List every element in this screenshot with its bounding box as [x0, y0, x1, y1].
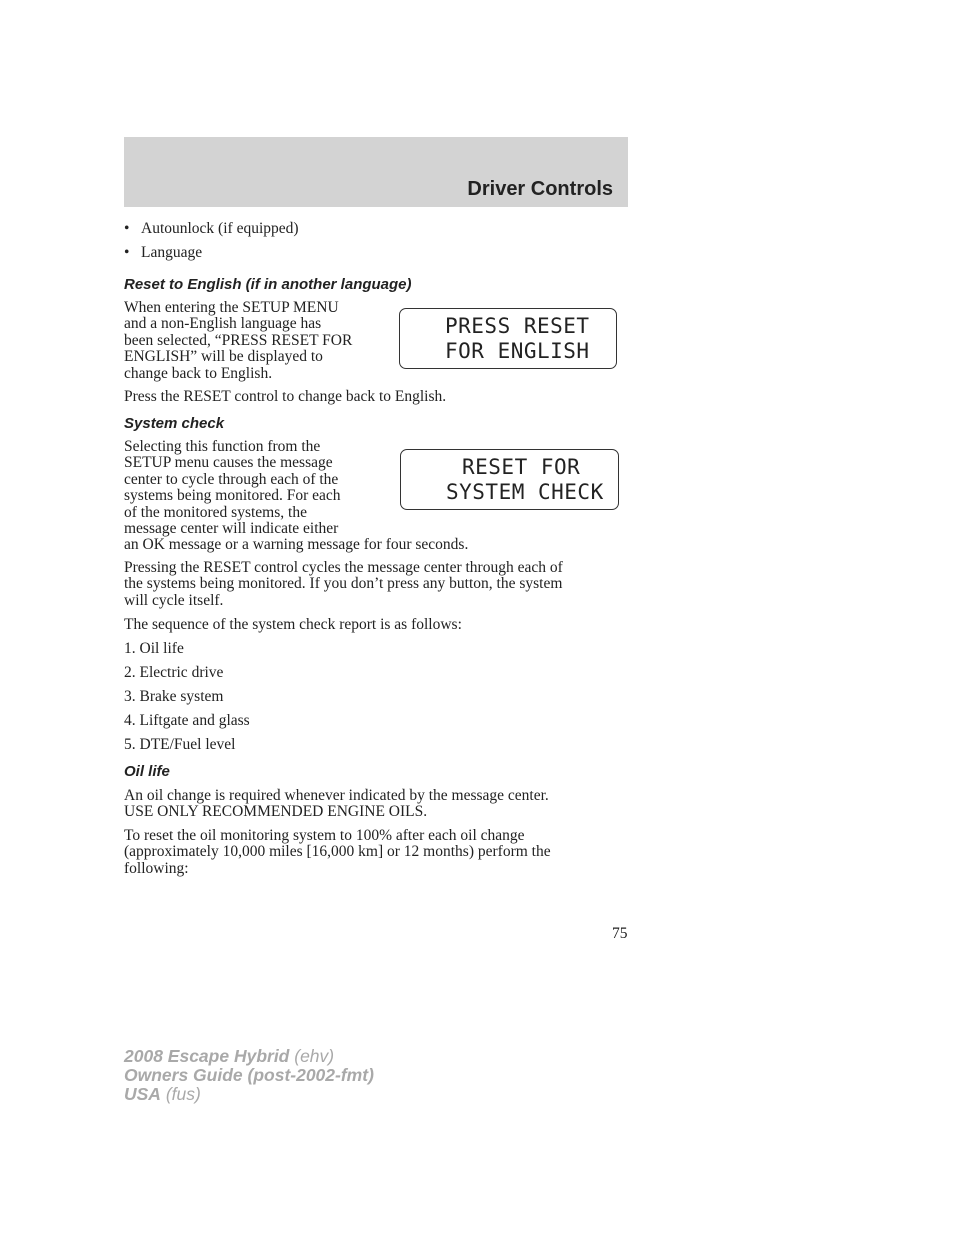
bullet-text: Autounlock (if equipped) — [141, 220, 299, 237]
text-line: will cycle itself. — [124, 591, 224, 609]
text-line: of the monitored systems, the — [124, 503, 307, 521]
bullet-item — [124, 245, 202, 261]
footer-guide: Owners Guide (post-2002-fmt) — [124, 1065, 374, 1085]
page-number: 75 — [612, 925, 628, 942]
bullet-item — [124, 221, 299, 237]
list-item: 2. Electric drive — [124, 664, 224, 681]
text-line: message center will indicate either — [124, 520, 339, 538]
text-line: An oil change is required whenever indicated by the message center. — [124, 787, 549, 804]
heading-system-check: System check — [124, 415, 225, 432]
text-line: Pressing the RESET control cycles the message center through each of — [124, 559, 563, 576]
display-line: SYSTEM CHECK — [446, 480, 604, 504]
message-center-display-english — [399, 308, 617, 369]
footer-line — [124, 1047, 374, 1066]
header-band — [124, 137, 628, 207]
bullet-text: Language — [141, 244, 203, 261]
text-line: ENGLISH” will be displayed to — [124, 348, 323, 366]
text-line: following: — [124, 859, 189, 877]
list-item: 4. Liftgate and glass — [124, 712, 250, 729]
paragraph-oil-change — [124, 788, 549, 821]
text-line: SETUP menu causes the message — [124, 454, 333, 472]
text-line: To reset the oil monitoring system to 100% after each oil change — [124, 827, 525, 844]
footer-model: 2008 Escape Hybrid — [124, 1046, 290, 1066]
paragraph-press-reset: Press the RESET control to change back to English. — [124, 388, 447, 405]
text-line: change back to English. — [124, 364, 273, 382]
bullet-dot-icon: • — [124, 220, 130, 237]
text-line: the systems being monitored. If you don’t press any button, the system — [124, 575, 563, 593]
footer-market: USA — [124, 1084, 161, 1104]
footer-line — [124, 1066, 374, 1085]
list-item: 1. Oil life — [124, 640, 184, 657]
list-item: 3. Brake system — [124, 688, 224, 705]
text-line: (approximately 10,000 miles [16,000 km] or 12 months) perform the — [124, 843, 551, 861]
footer-market-code: (fus) — [160, 1084, 201, 1104]
display-line: RESET FOR — [462, 455, 581, 479]
heading-oil-life: Oil life — [124, 763, 170, 780]
heading-reset-english: Reset to English (if in another language) — [124, 276, 412, 293]
text-line: center to cycle through each of the — [124, 470, 339, 488]
text-line: an OK message or a warning message for four seconds. — [124, 536, 469, 554]
paragraph-oil-reset — [124, 828, 551, 877]
page-section-title: Driver Controls — [467, 178, 613, 200]
text-line: systems being monitored. For each — [124, 487, 341, 505]
display-line: PRESS RESET — [445, 314, 590, 338]
message-center-display-system-check — [400, 449, 619, 510]
display-line: FOR ENGLISH — [445, 339, 590, 363]
footer-model-code: (ehv) — [289, 1046, 335, 1066]
paragraph-reset-english — [124, 300, 352, 382]
document-footer — [124, 1047, 374, 1104]
list-item: 5. DTE/Fuel level — [124, 736, 236, 753]
text-line: USE ONLY RECOMMENDED ENGINE OILS. — [124, 803, 428, 821]
paragraph-reset-cycles — [124, 560, 563, 609]
text-line: When entering the SETUP MENU — [124, 299, 339, 316]
text-line: been selected, “PRESS RESET FOR — [124, 331, 353, 349]
footer-line — [124, 1085, 374, 1104]
text-line: and a non-English language has — [124, 315, 322, 333]
bullet-dot-icon: • — [124, 244, 130, 261]
sequence-intro: The sequence of the system check report is as follows: — [124, 616, 462, 633]
text-line: Selecting this function from the — [124, 438, 321, 455]
